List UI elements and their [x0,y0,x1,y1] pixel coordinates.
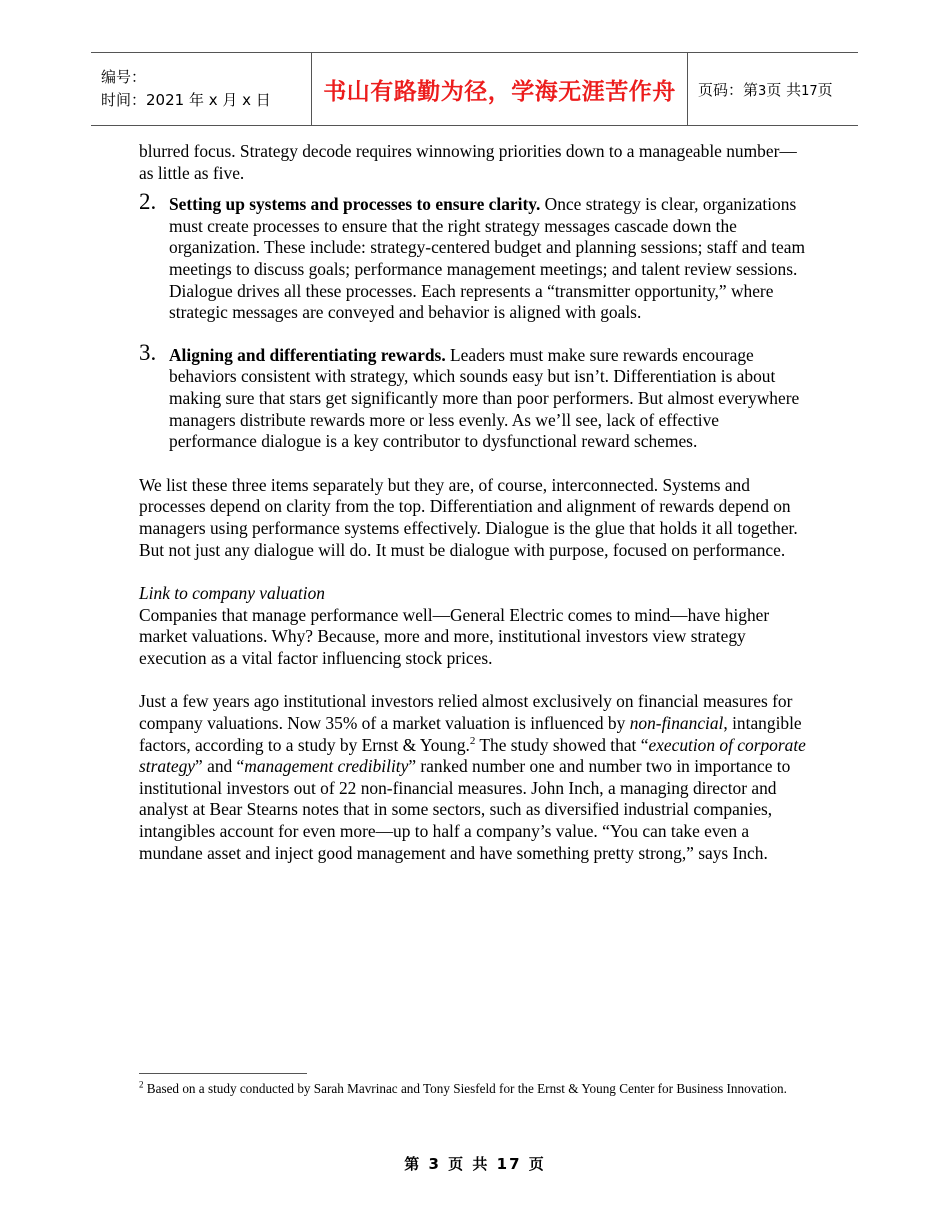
list-item-text [169,194,811,324]
final-paragraph-italic-non-financial: non-financial [629,713,724,734]
spacer [139,184,811,194]
document-date-label: 时间： [101,91,147,109]
list-item-body: Once strategy is clear, organizations must create processes to ensure that the right strategy messages cascade down the organization. These include: strategy-centered budget and planning sessions; staff and team meetings to discuss goals; performance management meetings; and talent review sessions. Dialogue drives all these processes. Each represents a “transmitter opportunity,” where strategic messages are conveyed and behavior is aligned with goals. [169,194,806,323]
final-paragraph-part5: ” ranked number one and number two in importance to institutional investors out of 22 non-financial measures. John Inch, a managing director and analyst at Bear Stearns notes that in some sectors, such as diversified industrial companies, intangibles account for even more—up to half a company’s value. “You can take even a mundane asset and inject good management and have something pretty strong,” says Inch. [139,756,791,863]
continued-paragraph: blurred focus. Strategy decode requires winnowing priorities down to a manageable number—as little as five. [139,141,797,183]
footnote-text: Based on a study conducted by Sarah Mavrinac and Tony Siesfeld for the Ernst & Young Center for Business Innovation. [143,1081,787,1096]
final-paragraph-part4: ” and “ [195,756,245,777]
footer-total-pages: 17 [496,1155,522,1173]
footer-current-prefix: 第 [404,1155,422,1173]
list-item [139,189,811,324]
pagination-current-page: 3 [758,83,767,99]
header-row [91,53,858,126]
list-item-body: Leaders must make sure rewards encourage behaviors consistent with strategy, which sounds easy but isn’t. Differentiation is about making sure that stars get significantly more than poor performers. But almost everywhere managers distribute rewards more or less evenly. As we’ll see, lack of effective performance dialogue is a key contributor to dysfunctional reward schemes. [169,344,800,452]
header-cell-pagination [688,53,859,126]
pagination-current-prefix: 第 [743,80,759,99]
pagination-label: 页码： [698,80,744,99]
list-item [139,339,811,453]
header-cell-document-info [91,53,312,126]
final-paragraph-part2: , intangible factors, according to a study by Ernst & Young. [139,713,802,755]
footnote-marker: 2 [139,1079,144,1090]
page-header-table [91,52,858,126]
pagination-total-prefix: 共 [786,80,802,99]
document-number-label: 编号： [101,67,147,86]
footer-current-page: 3 [428,1155,441,1173]
header-pagination-line [698,79,848,100]
final-paragraph-part1: Just a few years ago institutional investors relied almost exclusively on financial measures for company valuations. Now 35% of a market valuation is influenced by [139,691,793,734]
motto-text: 书山有路勤为径，学海无涯苦作舟 [323,78,676,105]
spacer [139,669,811,691]
spacer [139,324,811,345]
final-paragraph-part3: The study showed that “ [475,734,649,755]
valuation-paragraph: Companies that manage performance well—General Electric comes to mind—have higher market valuations. Why? Because, more and more, institutional investors view strategy execution as a vital factor influencing stock prices. [139,604,770,668]
pagination-total-unit: 页 [817,80,833,99]
final-paragraph [139,691,811,864]
header-cell-motto [312,53,688,126]
list-item-text [169,345,811,453]
pagination-total-pages: 17 [801,83,818,99]
list-item-lead: Setting up systems and processes to ensure clarity. [169,194,541,215]
footer-total-prefix: 共 [472,1155,490,1173]
footer-page-unit: 页 [448,1155,466,1173]
final-paragraph-italic-management-credibility: management credibility [244,756,409,777]
document-body [139,141,811,864]
final-paragraph-italic-execution-of-corporate-strategy: execution of corporate strategy [139,734,806,777]
section-heading-text: Link to company valuation [139,583,325,604]
spacer [139,453,811,475]
footer-total-unit: 页 [528,1155,546,1173]
page-footer [0,1153,950,1174]
section-heading-link-to-company-valuation [139,583,811,605]
document-date-line [101,89,301,112]
footnote-reference-marker[interactable]: 2 [469,734,476,747]
interconnected-paragraph: We list these three items separately but they are, of course, interconnected. Systems and processes depend on clarity from the top. Differentiation and alignment of rewards depend on managers using performance systems effectively. Dialogue is the glue that holds it all together. But not just any dialogue will do. It must be dialogue with purpose, focused on performance. [139,474,798,560]
list-item-lead: Aligning and differentiating rewards. [169,344,446,365]
pagination-page-unit: 页 [766,80,782,99]
footnote [139,1080,819,1098]
list-item-number: 2. [139,189,157,215]
document-date-value: 2021 年 x 月 x 日 [146,91,271,109]
footnote-separator-rule [139,1073,307,1074]
list-item-number: 3. [139,339,157,365]
spacer [139,561,811,583]
